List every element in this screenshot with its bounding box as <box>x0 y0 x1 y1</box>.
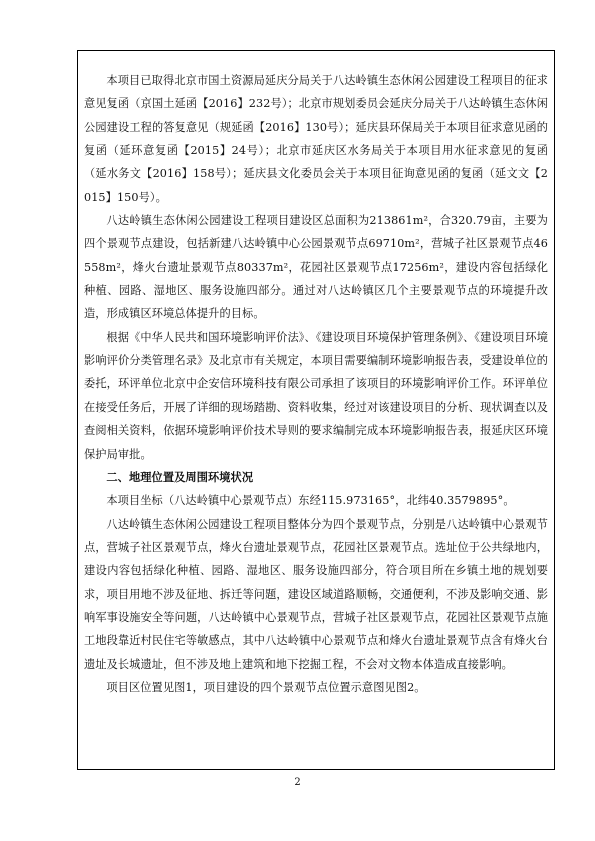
section-heading: 二、地理位置及周围环境状况 <box>106 470 254 484</box>
document-body <box>84 69 548 699</box>
paragraph-coordinates: 本项目坐标（八达岭镇中心景观节点）东经115.973165°，北纬40.3579895°。 <box>106 494 515 508</box>
paragraph-project-scope: 八达岭镇生态休闲公园建设工程项目建设区总面积为213861m²，合320.79亩，主要为四个景观节点建设，包括新建八达岭镇中心公园景观节点69710m²，营城子社区景观节点46558m²，烽火台遗址景观节点80337m²，花园社区景观节点17256m²，建设内容包括绿化种植、园路、湿地区、服务设施四部分。通过对八达岭镇区几个主要景观节点的环境提升改造，形成镇区环境总体提升的目标。 <box>84 214 548 321</box>
content-frame <box>77 50 555 770</box>
page-number: 2 <box>294 777 301 788</box>
paragraph-approvals: 本项目已取得北京市国土资源局延庆分局关于八达岭镇生态休闲公园建设工程项目的征求意见复函（京国土延函【2016】232号）；北京市规划委员会延庆分局关于八达岭镇生态休闲公园建设工程的答复意见（规延函【2016】130号）；延庆县环保局关于本项目征求意见函的复函（延环意复函【2015】24号）；北京市延庆区水务局关于本项目用水征求意见的复函（延水务文【2016】158号）；延庆县文化委员会关于本项目征询意见函的复函（延文文【2015】150号）。 <box>84 74 548 204</box>
paragraph-legal-basis: 根据《中华人民共和国环境影响评价法》、《建设项目环境保护管理条例》、《建设项目环境影响评价分类管理名录》及北京市有关规定，本项目需要编制环境影响报告表，受建设单位的委托，环评单位北京中企安信环境科技有限公司承担了该项目的环境影响评价工作。环评单位在接受任务后，开展了详细的现场踏勘、资料收集，经过对该建设项目的分析、现状调查以及查阅相关资料，依据环境影响评价技术导则的要求编制完成本环境影响报告表，报延庆区环境保护局审批。 <box>84 330 548 461</box>
paragraph-figure-reference: 项目区位置见图1，项目建设的四个景观节点位置示意图见图2。 <box>106 680 426 694</box>
paragraph-site-description: 八达岭镇生态休闲公园建设工程项目整体分为四个景观节点，分别是八达岭镇中心景观节点，营城子社区景观节点，烽火台遗址景观节点，花园社区景观节点。选址位于公共绿地内，建设内容包括绿化种植、园路、湿地区、服务设施四部分，符合项目所在乡镇土地的规划要求，项目用地不涉及征地、拆迁等问题，建设区域道路顺畅，交通便利，不涉及影响交通、影响军事设施安全等问题，八达岭镇中心景观节点，营城子社区景观节点，花园社区景观节点施工地段靠近村民住宅等敏感点，其中八达岭镇中心景观节点和烽火台遗址景观节点含有烽火台遗址及长城遗址，但不涉及地上建筑和地下挖掘工程，不会对文物本体造成直接影响。 <box>84 517 548 671</box>
